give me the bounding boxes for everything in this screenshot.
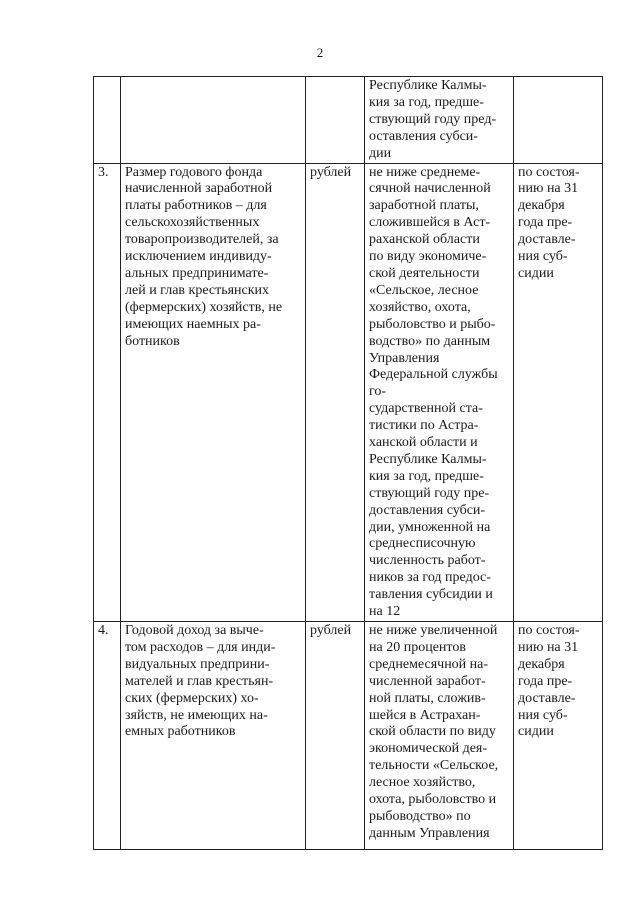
indicator-value: Республике Калмы- кия за год, предше- ствующий году пред- оставления субси- дии [365,77,514,164]
table-row [94,622,603,850]
indicator-value: не ниже среднеме- сячной начисленной заработной платы, сложившейся в Аст- раханской области по виду экономиче- ской деятельности «Сельское, лесное хозяйство, охота, рыболовство и рыбо- водство» по данным Управления Федеральной службы го- сударственной ста- тистики по Астра- ханской области и Республике Калмы- кия за год, предше- ствующий году пре- доставления субси- дии, умноженной на среднесписочную численность работ- ников за год предос- тавления субсидии и на 12 [365,163,514,621]
indicators-table [93,76,603,850]
reporting-date: по состоя- нию на 31 декабря года пре- доставле- ния суб- сидии [514,163,603,621]
indicator-value: не ниже увеличенной на 20 процентов среднемесячной на- численной заработ- ной платы, сложив- шейся в Астрахан- ской области по виду экономической дея- тельности «Сельское, лесное хозяйство, охота, рыболовство и рыбоводство» по данным Управления [365,622,514,850]
unit-of-measure [306,77,365,164]
row-number [94,77,121,164]
row-number: 4. [94,622,121,850]
table-row [94,77,603,164]
reporting-date [514,77,603,164]
table-row [94,163,603,621]
indicator-name: Годовой доход за выче- том расходов – для инди- видуальных предприни- мателей и глав крестьян- ских (фермерских) хо- зяйств, не имеющих на- емных работников [121,622,306,850]
reporting-date: по состоя- нию на 31 декабря года пре- доставле- ния суб- сидии [514,622,603,850]
indicator-name [121,77,306,164]
row-number: 3. [94,163,121,621]
unit-of-measure: рублей [306,622,365,850]
indicator-name: Размер годового фонда начисленной заработной платы работников – для сельскохозяйственных товаропроизводителей, за исключением индивиду- альных предпринимате- лей и глав крестьянских (фермерских) хозяйств, не имеющих наемных ра- ботников [121,163,306,621]
page-number: 2 [316,45,324,60]
unit-of-measure: рублей [306,163,365,621]
